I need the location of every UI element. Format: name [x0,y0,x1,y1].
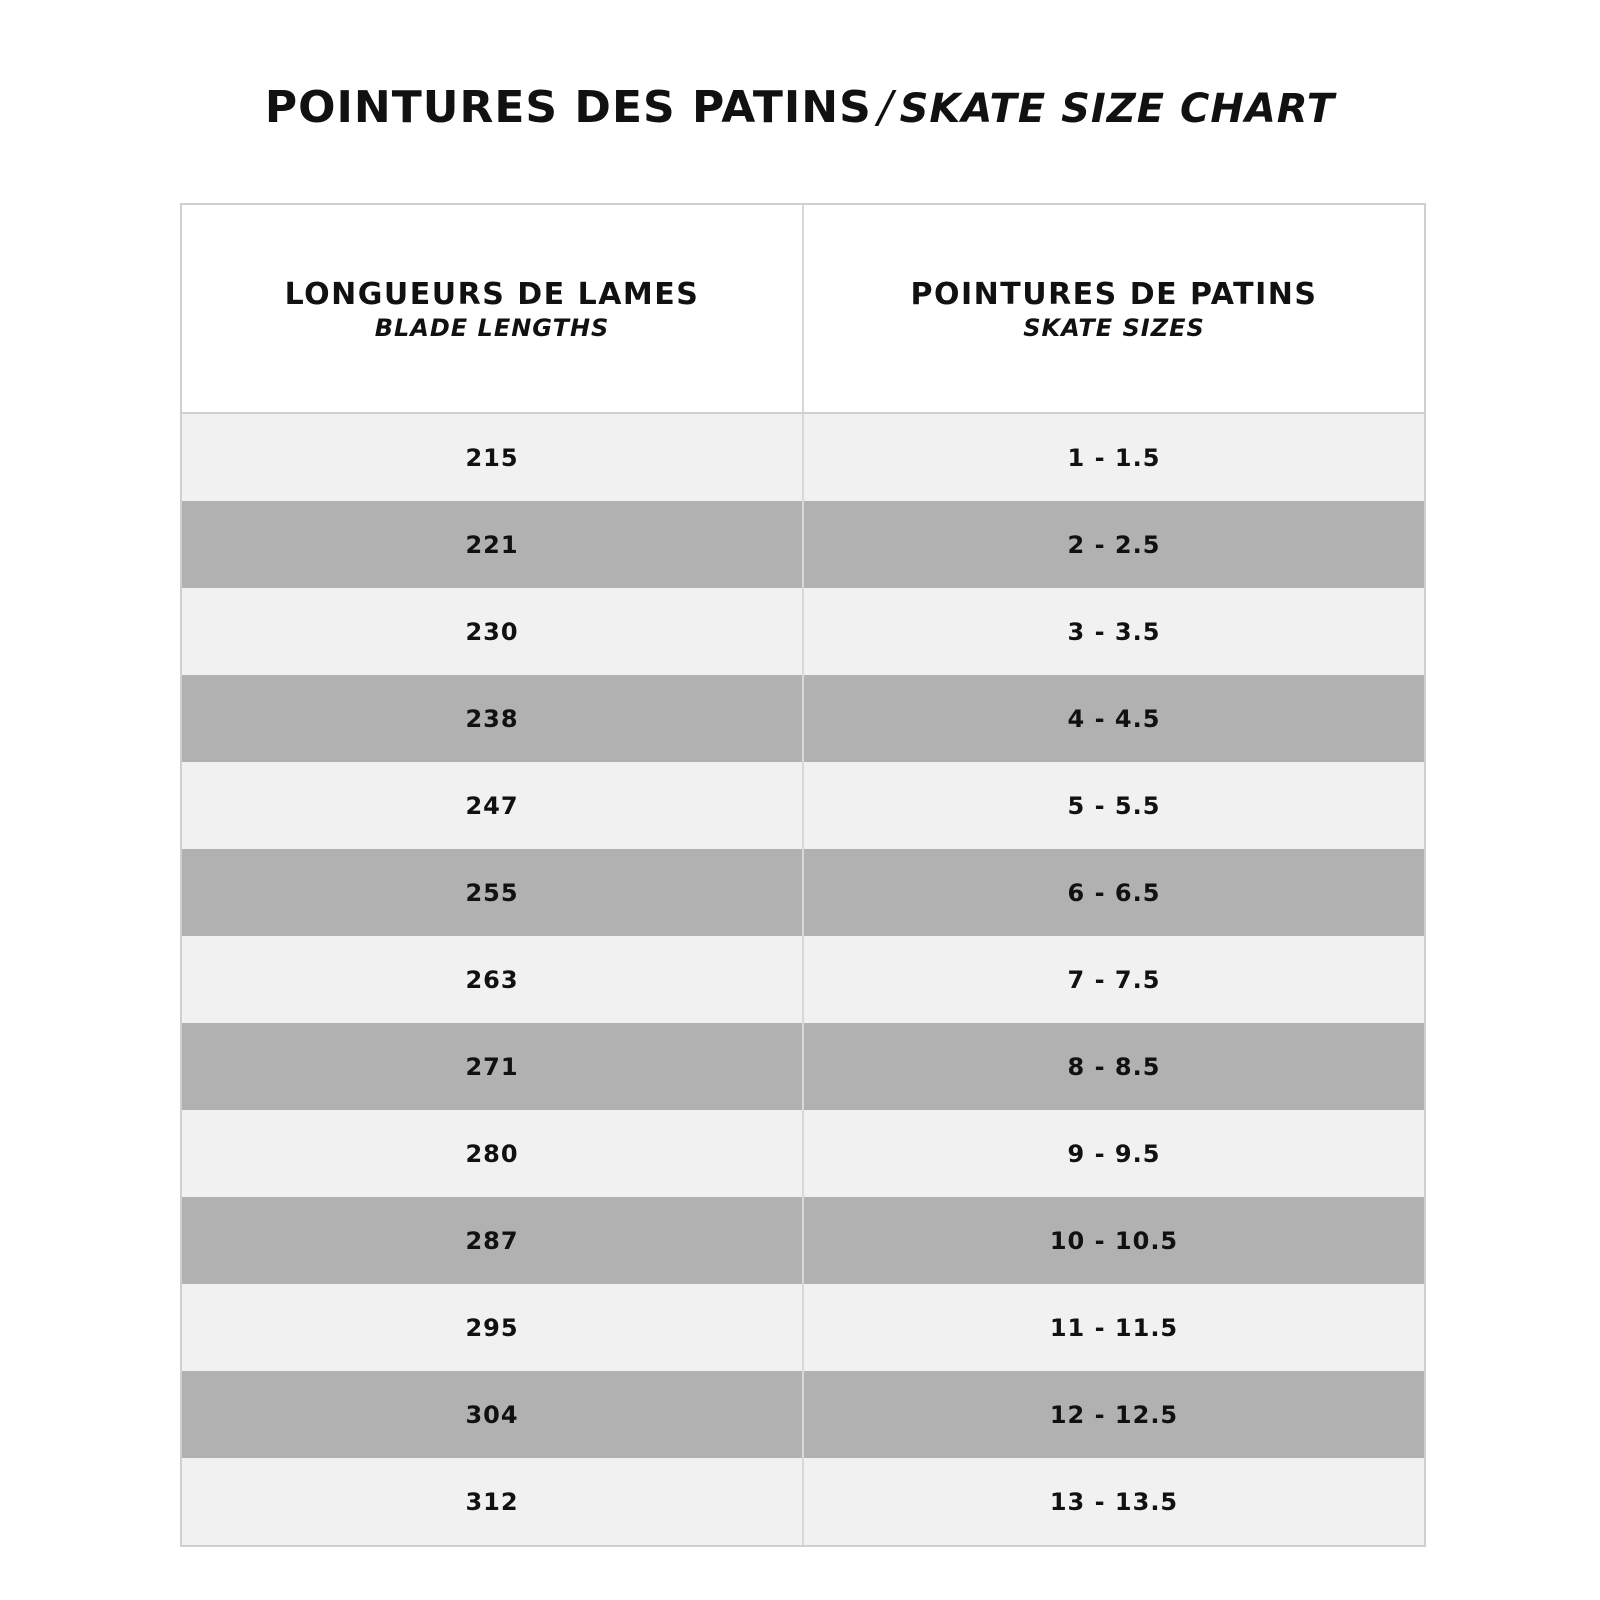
blade-length-cell [182,1110,802,1197]
skate-size-value: 2 - 2.5 [1067,530,1161,559]
blade-length-cell [182,1197,802,1284]
blade-length-cell [182,1023,802,1110]
skate-size-cell [802,849,1424,936]
table-header-row [182,205,1424,414]
skate-size-value: 6 - 6.5 [1067,878,1161,907]
table-row [182,849,1424,936]
skate-size-value: 12 - 12.5 [1049,1400,1179,1429]
skate-size-cell [802,936,1424,1023]
table-row [182,1197,1424,1284]
table-row [182,588,1424,675]
skate-size-cell [802,1197,1424,1284]
skate-size-value: 1 - 1.5 [1067,443,1161,472]
skate-size-value: 13 - 13.5 [1049,1487,1179,1516]
blade-length-value: 295 [465,1313,519,1342]
blade-length-cell [182,936,802,1023]
column-header-skate-sizes [802,205,1424,412]
blade-length-value: 280 [465,1139,519,1168]
skate-size-cell [802,1023,1424,1110]
skate-size-cell [802,588,1424,675]
skate-size-cell [802,762,1424,849]
skate-size-value: 3 - 3.5 [1067,617,1161,646]
skate-size-cell [802,1284,1424,1371]
column-header-english: BLADE LENGTHS [374,313,610,342]
blade-length-cell [182,588,802,675]
blade-length-cell [182,501,802,588]
blade-length-value: 255 [465,878,519,907]
skate-size-cell [802,501,1424,588]
table-row [182,1023,1424,1110]
table-row [182,1458,1424,1545]
blade-length-cell [182,414,802,501]
skate-size-value: 7 - 7.5 [1067,965,1161,994]
blade-length-cell [182,675,802,762]
skate-size-cell [802,1458,1424,1545]
blade-length-value: 263 [465,965,519,994]
skate-size-value: 8 - 8.5 [1067,1052,1161,1081]
blade-length-cell [182,1458,802,1545]
size-chart-table [180,203,1426,1547]
blade-length-value: 271 [465,1052,519,1081]
skate-size-cell [802,675,1424,762]
title-english: SKATE SIZE CHART [899,86,1336,132]
skate-size-cell [802,1110,1424,1197]
skate-size-value: 11 - 11.5 [1049,1313,1179,1342]
table-row [182,675,1424,762]
page-title [0,78,1600,139]
column-header-blade-lengths [182,205,802,412]
skate-size-value: 5 - 5.5 [1067,791,1161,820]
column-header-french: POINTURES DE PATINS [910,276,1318,312]
blade-length-value: 312 [465,1487,519,1516]
title-separator: / [877,82,894,133]
skate-size-cell [802,1371,1424,1458]
blade-length-value: 247 [465,791,519,820]
table-row [182,1284,1424,1371]
column-header-english: SKATE SIZES [1023,313,1205,342]
blade-length-cell [182,849,802,936]
table-body [182,414,1424,1545]
blade-length-value: 238 [465,704,519,733]
table-row [182,936,1424,1023]
column-header-french: LONGUEURS DE LAMES [284,276,700,312]
skate-size-value: 10 - 10.5 [1049,1226,1179,1255]
table-row [182,1110,1424,1197]
skate-size-value: 9 - 9.5 [1067,1139,1161,1168]
skate-size-cell [802,414,1424,501]
table-row [182,414,1424,501]
blade-length-value: 304 [465,1400,519,1429]
blade-length-value: 221 [465,530,519,559]
table-row [182,1371,1424,1458]
blade-length-cell [182,1371,802,1458]
table-row [182,501,1424,588]
title-french: POINTURES DES PATINS [264,82,872,133]
table-row [182,762,1424,849]
blade-length-cell [182,1284,802,1371]
blade-length-value: 287 [465,1226,519,1255]
blade-length-value: 230 [465,617,519,646]
skate-size-value: 4 - 4.5 [1067,704,1161,733]
blade-length-cell [182,762,802,849]
blade-length-value: 215 [465,443,519,472]
